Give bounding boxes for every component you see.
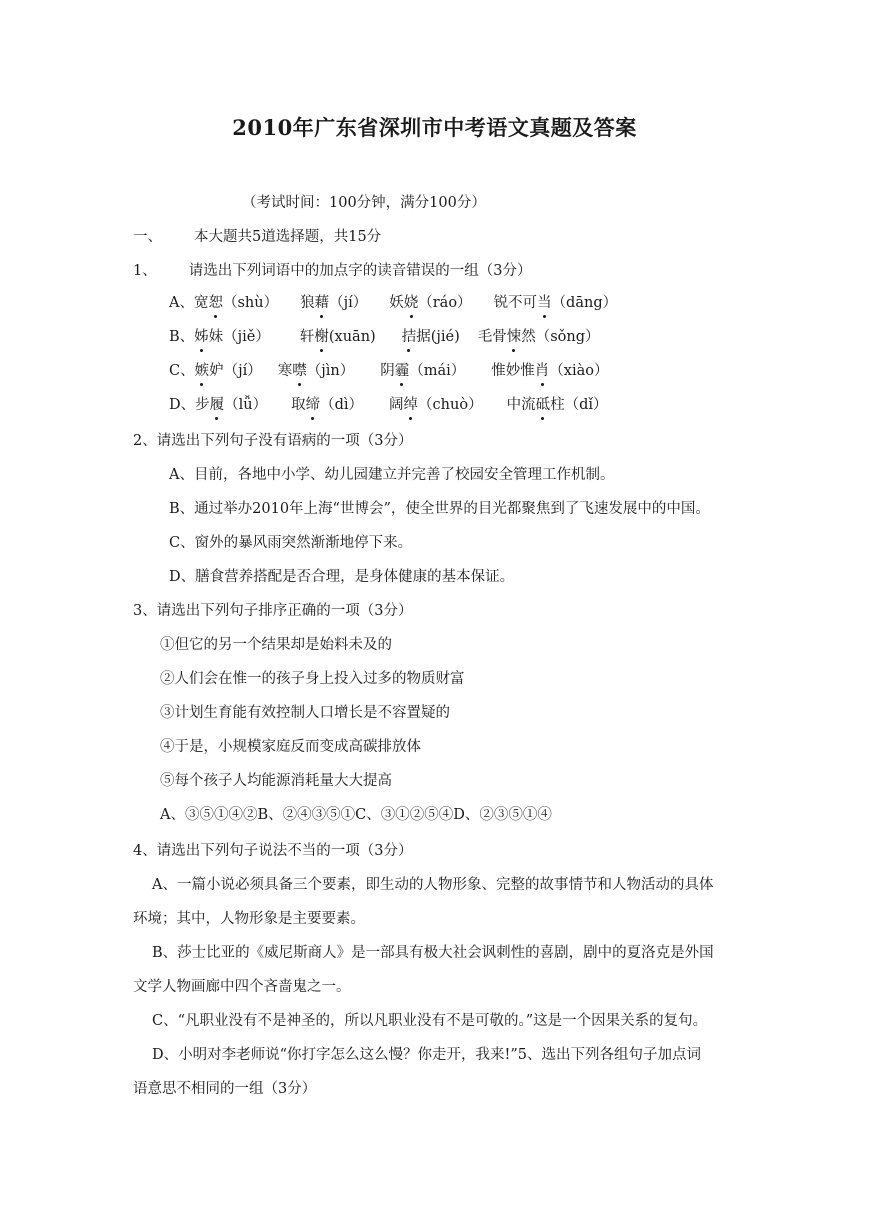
- word: 拮据(jié): [401, 329, 460, 345]
- word: 阔绰（chuò）: [389, 397, 483, 413]
- question-4-stem: 4、请选出下列句子说法不当的一项（3分）: [133, 843, 413, 859]
- word: 轩榭(xuān): [299, 329, 376, 345]
- question-3-item-5: ⑤每个孩子人均能源消耗量大大提高: [160, 773, 392, 789]
- word: 步履（lǚ）: [195, 397, 268, 413]
- option-label: C、: [169, 363, 195, 379]
- word: 中流砥柱（dǐ）: [506, 397, 608, 413]
- section-1-number: 一、: [133, 229, 162, 245]
- question-1-option-b: [169, 327, 600, 347]
- question-3-item-2: ②人们会在惟一的孩子身上投入过多的物质财富: [160, 671, 465, 687]
- question-2-option-a: A、目前，各地中小学、幼儿园建立并完善了校园安全管理工作机制。: [169, 467, 615, 483]
- question-3-item-1: ①但它的另一个结果却是始料未及的: [160, 637, 392, 653]
- question-1-option-a: [169, 293, 617, 313]
- word: 狼藉（jí）: [300, 295, 368, 311]
- word: 毛骨悚然（sǒng）: [477, 329, 600, 345]
- question-3-item-4: ④于是，小规模家庭反而变成高碳排放体: [160, 739, 421, 755]
- question-2-option-c: C、窗外的暴风雨突然渐渐地停下来。: [169, 535, 413, 551]
- question-3-answers: A、③⑤①④②B、②④③⑤①C、③①②⑤④D、②③⑤①④: [160, 807, 552, 823]
- word: 寒噤（jìn）: [277, 363, 355, 379]
- exam-info: （考试时间：100分钟，满分100分）: [242, 195, 486, 211]
- option-label: B、: [169, 329, 195, 345]
- question-4-option-a-line2: 环境；其中，人物形象是主要要素。: [133, 911, 365, 927]
- question-1-stem: [133, 261, 531, 281]
- word: 阴霾（mái）: [380, 363, 466, 379]
- question-4-option-b-line2: 文学人物画廊中四个吝啬鬼之一。: [133, 979, 351, 995]
- word: 嫉妒（jí）: [194, 363, 262, 379]
- word: 惟妙惟肖（xiào）: [491, 363, 609, 379]
- question-3-item-3: ③计划生育能有效控制人口增长是不容置疑的: [160, 705, 450, 721]
- question-2-option-b: B、通过举办2010年上海“世博会”，使全世界的目光都聚焦到了飞速发展中的中国。: [169, 501, 710, 517]
- question-1-number: 1、: [133, 263, 157, 279]
- question-1-option-c: [169, 361, 608, 381]
- question-1-text: 请选出下列词语中的加点字的读音错误的一组（3分）: [188, 263, 532, 279]
- word: 取缔（dì）: [291, 397, 364, 413]
- word: 妖娆（ráo）: [389, 295, 472, 311]
- section-1-heading: [133, 227, 381, 247]
- question-4-option-c: C、“凡职业没有不是神圣的，所以凡职业没有不是可敬的。”这是一个因果关系的复句。: [152, 1013, 708, 1029]
- section-1-text: 本大题共5道选择题，共15分: [194, 229, 382, 245]
- question-4-option-a-line1: A、一篇小说必须具备三个要素，即生动的人物形象、完整的故事情节和人物活动的具体: [152, 877, 714, 893]
- option-label: A、: [169, 295, 194, 311]
- question-2-stem: 2、请选出下列句子没有语病的一项（3分）: [133, 433, 413, 449]
- word: 宽恕（shù）: [193, 295, 279, 311]
- document-title: 2010年广东省深圳市中考语文真题及答案: [232, 115, 637, 140]
- question-1-option-d: [169, 395, 608, 415]
- question-4-option-b-line1: B、莎士比亚的《威尼斯商人》是一部具有极大社会讽刺性的喜剧，剧中的夏洛克是外国: [152, 945, 714, 961]
- word: 锐不可当（dāng）: [493, 295, 618, 311]
- question-4-option-d-line1: D、小明对李老师说“你打字怎么这么慢？你走开，我来!”5、选出下列各组句子加点词: [152, 1047, 702, 1063]
- question-2-option-d: D、膳食营养搭配是否合理，是身体健康的基本保证。: [169, 569, 515, 585]
- option-label: D、: [169, 397, 196, 413]
- question-4-option-d-line2: 语意思不相同的一组（3分）: [133, 1081, 317, 1097]
- question-3-stem: 3、请选出下列句子排序正确的一项（3分）: [133, 603, 413, 619]
- word: 姊妹（jiě）: [194, 329, 270, 345]
